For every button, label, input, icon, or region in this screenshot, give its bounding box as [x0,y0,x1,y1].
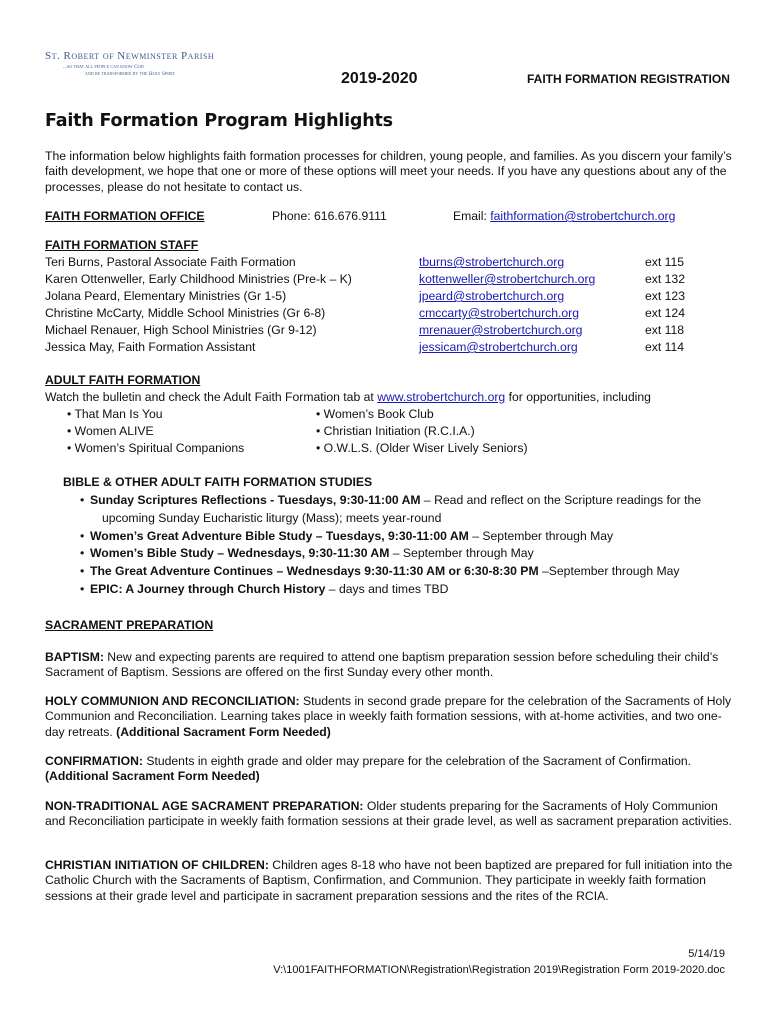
study-detail: –September through May [538,564,680,578]
footer-file-path: V:\1001FAITHFORMATION\Registration\Registration 2019\Registration Form 2019-2020.doc [273,964,725,976]
bullet-icon: • [80,582,85,596]
study-detail: – September through May [468,529,614,543]
studies-heading: BIBLE & OTHER ADULT FAITH FORMATION STUDIES [63,475,373,489]
study-detail: – Read and reflect on the Scripture readings for the [420,493,702,507]
study-title: The Great Adventure Continues – Wednesdays 9:30-11:30 AM or 6:30-8:30 PM [90,564,539,578]
study-title: EPIC: A Journey through Church History [90,582,326,596]
staff-email[interactable]: jessicam@strobertchurch.org [419,340,578,354]
logo-tagline-1: ...so that all people can know God [63,64,144,70]
study-detail-continued: upcoming Sunday Eucharistic liturgy (Mass); meets year-round [102,511,442,525]
cic-paragraph [45,858,735,904]
staff-name: Karen Ottenweller, Early Childhood Ministries (Pre-k – K) [45,272,352,286]
nontraditional-paragraph [45,799,735,830]
confirmation-text: Students in eighth grade and older may prepare for the celebration of the Sacrament of Confirmation. [142,754,692,768]
communion-label: HOLY COMMUNION AND RECONCILIATION: [45,694,300,708]
adult-item: • Christian Initiation (R.C.I.A.) [316,424,475,438]
baptism-label: BAPTISM: [45,650,104,664]
baptism-paragraph [45,650,735,681]
staff-name: Jolana Peard, Elementary Ministries (Gr 1-5) [45,289,287,303]
adult-item: • That Man Is You [67,407,163,421]
staff-email[interactable]: jpeard@strobertchurch.org [419,289,565,303]
parish-website-link[interactable]: www.strobertchurch.org [377,390,506,404]
staff-ext: ext 118 [645,323,685,337]
bullet-icon: • [80,564,85,578]
adult-item-label: O.W.L.S. (Older Wiser Lively Seniors) [323,441,528,455]
adult-item-label: Women’s Book Club [323,407,434,421]
staff-heading: FAITH FORMATION STAFF [45,238,199,252]
adult-intro [45,390,651,405]
adult-item: • O.W.L.S. (Older Wiser Lively Seniors) [316,441,528,455]
logo-name: St. Robert of Newminster Parish [45,50,215,62]
study-title: Women’s Bible Study – Wednesdays, 9:30-11:30 AM [90,546,390,560]
study-detail: – days and times TBD [325,582,449,596]
intro-paragraph: The information below highlights faith formation processes for children, young people, and families. As you discern your family’s faith development, we hope that one or more of these options will meet your needs. If you have any questions about any of the processes, please do not hesitate to contact us. [45,149,732,194]
staff-name: Christine McCarty, Middle School Ministries (Gr 6-8) [45,306,326,320]
staff-email[interactable]: mrenauer@strobertchurch.org [419,323,583,337]
staff-ext: ext 123 [645,289,685,303]
confirmation-paragraph [45,754,735,785]
page-title: Faith Formation Program Highlights [45,111,393,131]
adult-item-label: Women ALIVE [74,424,154,438]
adult-intro-before: Watch the bulletin and check the Adult Faith Formation tab at [45,390,378,404]
cic-label: CHRISTIAN INITIATION OF CHILDREN: [45,858,269,872]
nontraditional-text: Older students preparing for the Sacraments of Holy Communion and Reconciliation participate in weekly faith formation sessions at their grade level, as well as sacrament preparation activities. [45,799,732,829]
bullet-icon: • [80,493,85,507]
communion-paragraph [45,694,735,740]
communion-note: (Additional Sacrament Form Needed) [116,724,331,739]
office-phone: Phone: 616.676.9111 [272,209,387,223]
office-label: FAITH FORMATION OFFICE [45,209,205,223]
confirmation-label: CONFIRMATION: [45,754,143,768]
adult-item: • Women ALIVE [67,424,154,438]
logo-tagline-2: and be transformed by the Holy Spirit [85,71,175,77]
staff-name: Teri Burns, Pastoral Associate Faith Formation [45,255,296,269]
adult-item: • Women’s Book Club [316,407,434,421]
footer-date: 5/14/19 [688,948,725,960]
adult-item-label: Women’s Spiritual Companions [74,441,245,455]
staff-ext: ext 115 [645,255,685,269]
staff-email[interactable]: cmccarty@strobertchurch.org [419,306,580,320]
staff-ext: ext 124 [645,306,685,320]
form-title: FAITH FORMATION REGISTRATION [527,72,730,86]
parish-logo [45,47,265,83]
bullet-icon: • [80,529,85,543]
office-email-row [453,209,675,224]
confirmation-note: (Additional Sacrament Form Needed) [45,769,260,784]
bullet-icon: • [80,546,85,560]
adult-item-label: That Man Is You [74,407,163,421]
staff-email[interactable]: kottenweller@strobertchurch.org [419,272,596,286]
sacrament-heading: SACRAMENT PREPARATION [45,618,214,632]
staff-ext: ext 114 [645,340,685,354]
office-email-link[interactable]: faithformation@strobertchurch.org [490,209,676,223]
staff-list [0,255,770,360]
adult-item: • Women’s Spiritual Companions [67,441,245,455]
staff-email[interactable]: tburns@strobertchurch.org [419,255,565,269]
school-year: 2019-2020 [341,70,418,87]
adult-heading: ADULT FAITH FORMATION [45,373,201,387]
study-title: Women’s Great Adventure Bible Study – Tuesdays, 9:30-11:00 AM [90,529,469,543]
staff-name: Jessica May, Faith Formation Assistant [45,340,256,354]
communion-text: Students in second grade prepare for the celebration of the Sacraments of Holy Communion and Reconciliation. Learning takes place in weekly faith formation sessions, with at-home activities, and two one-day retreats. [45,694,732,739]
study-title: Sunday Scriptures Reflections - Tuesdays, 9:30-11:00 AM [90,493,421,507]
adult-item-label: Christian Initiation (R.C.I.A.) [323,424,475,438]
baptism-text: New and expecting parents are required to attend one baptism preparation session before scheduling their child’s Sacrament of Baptism. Sessions are offered on the first Sunday every other month. [45,650,719,680]
nontraditional-label: NON-TRADITIONAL AGE SACRAMENT PREPARATION: [45,799,364,813]
cic-text: Children ages 8-18 who have not been baptized are prepared for full initiation into the Catholic Church with the Sacraments of Baptism, Confirmation, and Communion. They participate in weekly faith formation sessions at their grade level and participate in sacrament preparation sessions and the rites of the RCIA. [45,858,733,903]
office-email-label: Email: [453,209,491,223]
staff-name: Michael Renauer, High School Ministries (Gr 9-12) [45,323,317,337]
study-detail: – September through May [389,546,534,560]
staff-ext: ext 132 [645,272,685,286]
adult-intro-after: for opportunities, including [505,390,651,404]
